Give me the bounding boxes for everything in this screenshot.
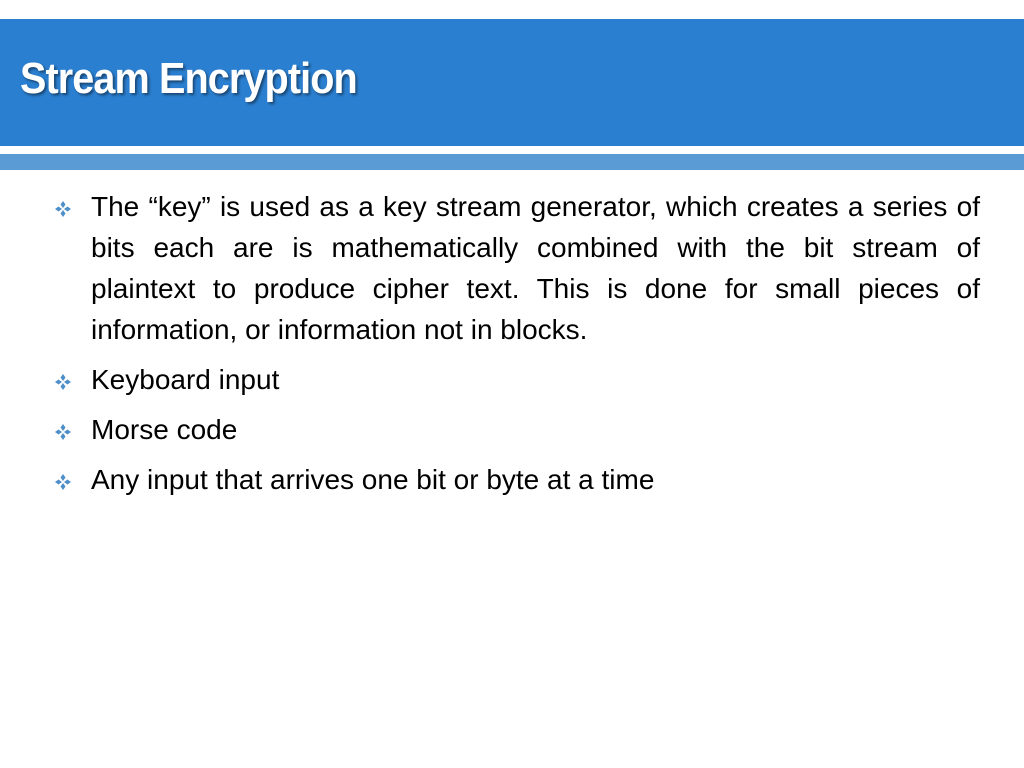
bullet-item — [50, 359, 980, 400]
accent-line — [0, 154, 1024, 170]
four-diamond-bullet-icon — [54, 373, 72, 391]
bullet-text: Keyboard input — [91, 364, 280, 395]
bullet-text: Any input that arrives one bit or byte at a time — [91, 464, 655, 495]
four-diamond-bullet-icon — [54, 200, 72, 218]
bullet-item — [50, 186, 980, 350]
bullet-text: The “key” is used as a key stream generator, which creates a series of bits each are is mathematically combined with the bit stream of plaintext to produce cipher text. This is done for small pieces of information, or information not in blocks. — [91, 191, 980, 345]
bullet-text: Morse code — [91, 414, 238, 445]
four-diamond-bullet-icon — [54, 473, 72, 491]
bullet-item — [50, 409, 980, 450]
slide-title: Stream Encryption — [20, 54, 357, 103]
four-diamond-bullet-icon — [54, 423, 72, 441]
bullet-item — [50, 459, 980, 500]
bullet-list — [50, 186, 980, 509]
